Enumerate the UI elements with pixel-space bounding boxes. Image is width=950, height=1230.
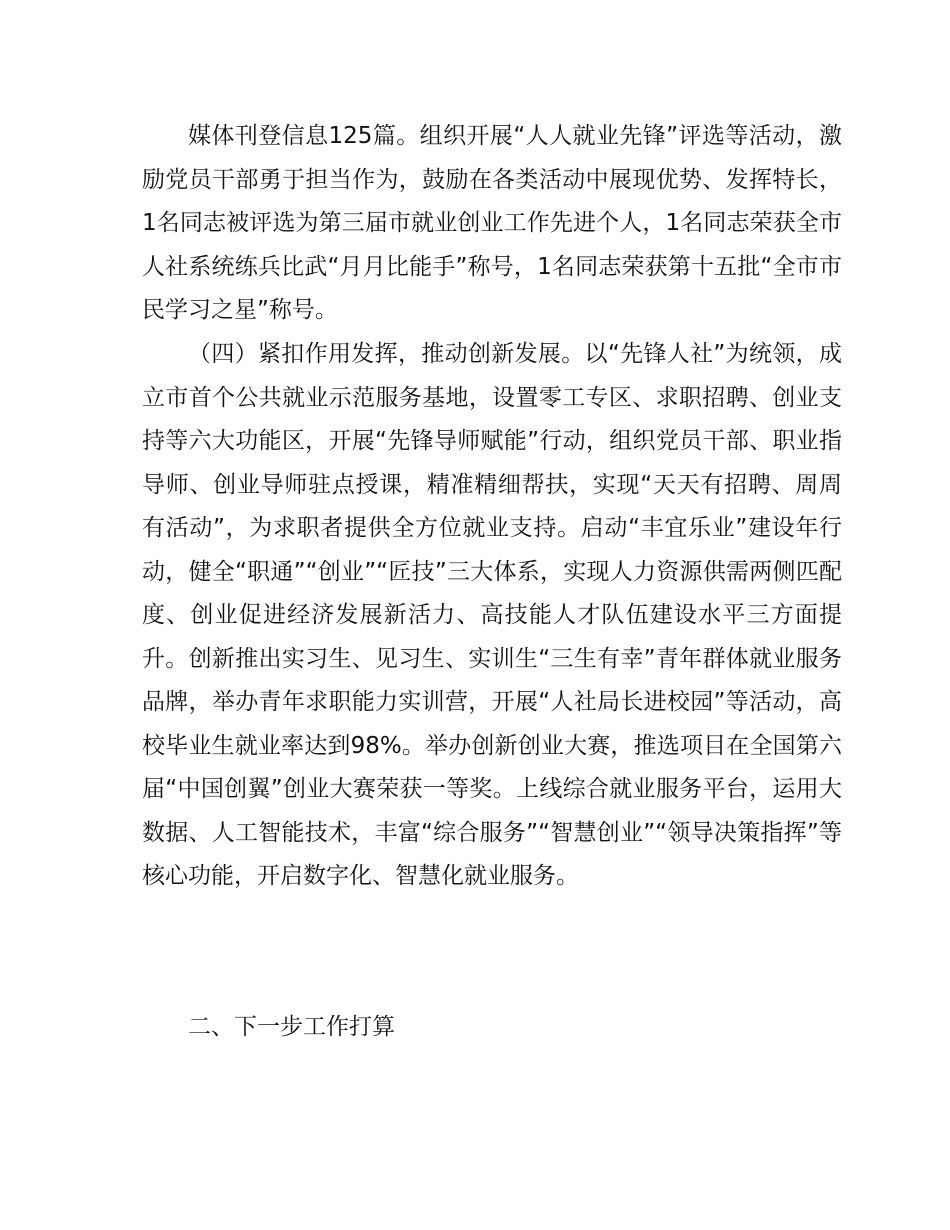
body-paragraph-2: （四）紧扣作用发挥，推动创新发展。以“先锋人社”为统领，成立市首个公共就业示范服务基地，设置零工专区、求职招聘、创业支持等六大功能区，开展“先锋导师赋能”行动，组织党员干部、职业指导师、创业导师驻点授课，精准精细帮扶，实现“天天有招聘、周周有活动”，为求职者提供全方位就业支持。启动“丰宜乐业”建设年行动，健全“职通”“创业”“匠技”三大体系，实现人力资源供需两侧匹配度、创业促进经济发展新活力、高技能人才队伍建设水平三方面提升。创新推出实习生、见习生、实训生“三生有幸”青年群体就业服务品牌，举办青年求职能力实训营，开展“人社局长进校园”等活动，高校毕业生就业率达到98%。举办创新创业大赛，推选项目在全国第六届“中国创翼”创业大赛荣获一等奖。上线综合就业服务平台，运用大数据、人工智能技术，丰富“综合服务”“智慧创业”“领导决策指挥”等核心功能，开启数字化、智慧化就业服务。 [142,341,842,889]
section-heading: 二、下一步工作打算 [188,1014,395,1040]
body-paragraph-1: 媒体刊登信息125篇。组织开展“人人就业先锋”评选等活动，激励党员干部勇于担当作为，鼓励在各类活动中展现优势、发挥特长，1名同志被评选为第三届市就业创业工作先进个人，1名同志荣获全市人社系统练兵比武“月月比能手”称号，1名同志荣获第十五批“全市市民学习之星”称号。 [142,123,842,323]
